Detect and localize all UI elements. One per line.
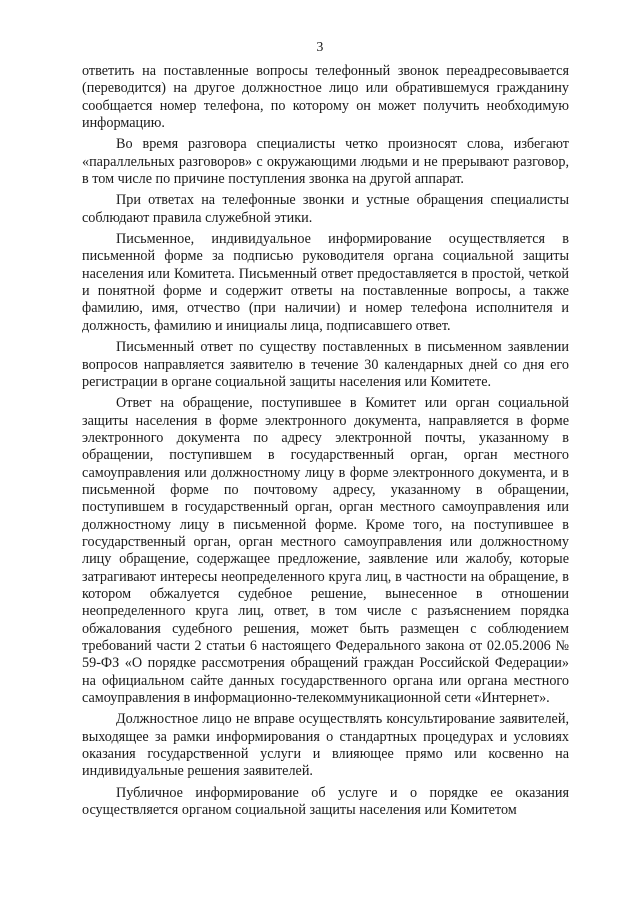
paragraph-consulting-limits: Должностное лицо не вправе осуществлять консультирование заявителей, выходящее за рамки информирования о стандартных процедурах и условиях оказания государственной услуги и влияющее прямо или косвенно на индивидуальные решения заявителей. (82, 711, 569, 780)
paragraph-conversation-rules: Во время разговора специалисты четко произносят слова, избегают «параллельных разговоров» с окружающими людьми и не прерывают разговор, в том числе по причине поступления звонка на другой аппарат. (82, 136, 569, 188)
paragraph-written-informing: Письменное, индивидуальное информирование осуществляется в письменной форме за подписью руководителя органа социальной защиты населения или Комитета. Письменный ответ предоставляется в простой, четкой и понятной форме и содержит ответы на поставленные вопросы, а также фамилию, имя, отчество (при наличии) и номер телефона исполнителя и должность, фамилию и инициалы лица, подписавшего ответ. (82, 231, 569, 334)
paragraph-service-ethics: При ответах на телефонные звонки и устные обращения специалисты соблюдают правила служебной этики. (82, 192, 569, 226)
document-body (82, 63, 569, 819)
paragraph-public-informing: Публичное информирование об услуге и о порядке ее оказания осуществляется органом социальной защиты населения или Комитетом (82, 784, 569, 819)
page-number: 3 (316, 40, 324, 55)
paragraph-phone-redirect-continuation: ответить на поставленные вопросы телефонный звонок переадресовывается (переводится) на другое должностное лицо или обратившемуся гражданину сообщается номер телефона, по которому он может получить необходимую информацию. (82, 63, 569, 132)
paragraph-written-answer-deadline: Письменный ответ по существу поставленных в письменном заявлении вопросов направляется заявителю в течение 30 календарных дней со дня его регистрации в органе социальной защиты населения или Комитете. (82, 339, 569, 390)
paragraph-electronic-answer: Ответ на обращение, поступившее в Комитет или орган социальной защиты населения в форме электронного документа, направляется в форме электронного документа по адресу электронной почты, указанному в обращении, поступившем в государственный орган, орган местного самоуправления или должностному лицу в форме электронного документа, и в письменной форме по почтовому адресу, указанному в обращении, поступившем в государственный орган, орган местного самоуправления или должностному лицу в письменной форме. Кроме того, на поступившее в государственный орган, орган местного самоуправления или должностному лицу обращение, содержащее предложение, заявление или жалобу, которые затрагивают интересы неопределенного круга лиц, в частности на обращение, в котором обжалуется судебное решение, вынесенное в отношении неопределенного круга лиц, ответ, в том числе с разъяснением порядка обжалования судебного решения, может быть размещен с соблюдением требований части 2 статьи 6 настоящего Федерального закона от 02.05.2006 № 59-ФЗ «О порядке рассмотрения обращений граждан Российской Федерации» на официальном сайте данных государственного органа или органа местного самоуправления в информационно-телекоммуникационной сети «Интернет». (82, 395, 569, 707)
